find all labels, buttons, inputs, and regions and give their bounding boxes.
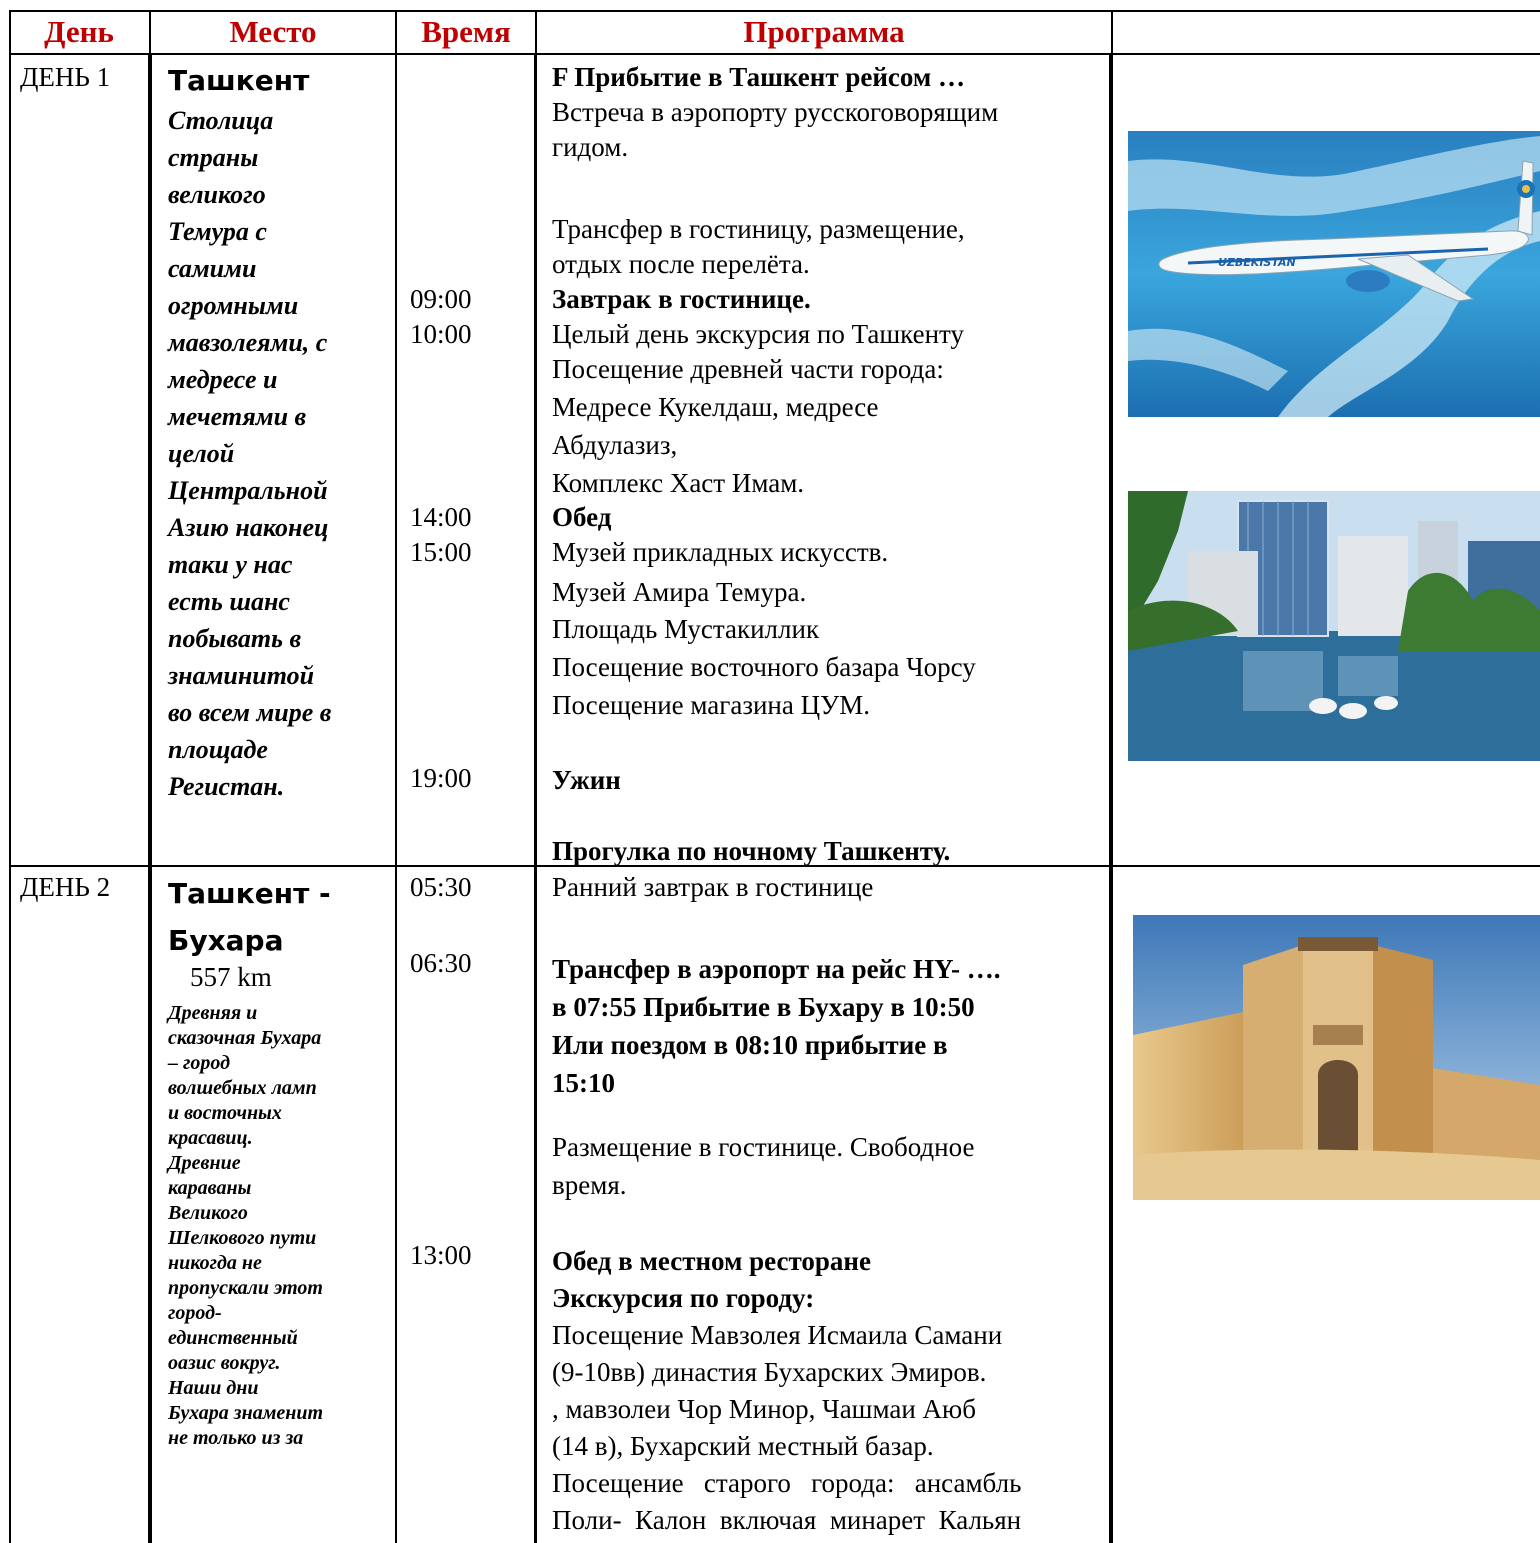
day1-time-1000: 10:00 <box>410 319 472 349</box>
day2-program-line: время. <box>552 1170 627 1200</box>
day2-city-to: Бухара <box>168 924 284 957</box>
day2-program-line: Размещение в гостинице. Свободное <box>552 1132 975 1162</box>
day2-program-line: Посещение старого города: ансамбль <box>552 1468 1022 1498</box>
program-frame-right <box>1109 54 1112 1543</box>
day1-program-line: Посещение магазина ЦУМ. <box>552 690 870 720</box>
day1-time-0900: 09:00 <box>410 284 472 314</box>
day2-program-line: (9-10вв) династия Бухарских Эмиров. <box>552 1357 987 1387</box>
day2-program-line: Поли- Калон включая минарет Кальян <box>552 1505 1022 1535</box>
day1-time-1500: 15:00 <box>410 537 472 567</box>
day2-program-line: , мавзолеи Чор Минор, Чашмаи Аюб <box>552 1394 976 1424</box>
day1-program-line: Ужин <box>552 765 621 795</box>
day1-program-line: F Прибытие в Ташкент рейсом … <box>552 62 966 92</box>
day2-program-line: (14 в), Бухарский местный базар. <box>552 1431 934 1461</box>
day2-label: ДЕНЬ 2 <box>20 872 111 902</box>
day1-program-line: Посещение древней части города: <box>552 354 944 384</box>
table-border-left <box>9 10 11 1543</box>
day2-program-line: в 07:55 Прибытие в Бухару в 10:50 <box>552 992 975 1022</box>
day2-program-line: Трансфер в аэропорт на рейс HY- …. <box>552 954 1001 984</box>
day1-program-line: Встреча в аэропорту русскоговорящим <box>552 97 999 127</box>
day1-program-line: гидом. <box>552 132 629 162</box>
day1-program-line: Площадь Мустакиллик <box>552 614 820 644</box>
day2-city-from: Ташкент - <box>168 877 331 910</box>
day1-program-line: Абдулазиз, <box>552 430 678 460</box>
day1-program-line: отдых после перелёта. <box>552 249 810 279</box>
header-time: Время <box>421 14 511 49</box>
header-day: День <box>44 14 114 49</box>
day1-program-line: Целый день экскурсия по Ташкенту <box>552 319 965 349</box>
day1-program-line: Музей прикладных искусств. <box>552 537 889 567</box>
day1-city: Ташкент <box>168 64 310 97</box>
day2-description: Древняя и сказочная Бухара – город волшебных ламп и восточных красавиц. Древние караваны Великого Шелкового пути никогда не пропускали этот город- единственный оазис вокруг. Наши дни Бухара знаменит не только из за <box>168 1002 324 1449</box>
day2-time-0530: 05:30 <box>410 872 472 902</box>
day1-program-line: Завтрак в гостинице. <box>552 284 811 314</box>
header-program: Программа <box>743 14 905 49</box>
tashkent-city-photo <box>1128 491 1540 761</box>
day1-program-line: Посещение восточного базара Чорсу <box>552 652 976 682</box>
table-border-top <box>9 10 1540 12</box>
day2-time-0630: 06:30 <box>410 948 472 978</box>
airplane-photo <box>1128 131 1540 417</box>
day1-description: Столица страны великого Темура с самими огромными мавзолеями, с медресе и мечетями в целой Центральной Азию наконец таки у нас есть шанс побывать в знаминитой во всем мире в площаде Регистан. <box>168 106 332 801</box>
airplane-livery-text: UZBEKISTAN <box>1218 256 1296 269</box>
day2-program-line: Обед в местном ресторане <box>552 1246 871 1276</box>
header-place: Место <box>229 14 317 49</box>
day1-program-line: Медресе Кукелдаш, медресе <box>552 392 879 422</box>
day1-time-1900: 19:00 <box>410 763 472 793</box>
day1-program-line: Обед <box>552 502 612 532</box>
day2-program-line: Ранний завтрак в гостинице <box>552 872 874 902</box>
table-border-col2 <box>395 10 397 1543</box>
day2-distance: 557 km <box>190 962 272 992</box>
program-frame-left <box>534 54 537 1543</box>
day2-program-line: Посещение Мавзолея Исмаила Самани <box>552 1320 1003 1350</box>
bukhara-ark-photo <box>1133 915 1540 1200</box>
day1-program-line: Прогулка по ночному Ташкенту. <box>552 836 951 866</box>
day1-label: ДЕНЬ 1 <box>20 62 111 92</box>
place-frame-left <box>148 54 152 1543</box>
day1-time-1400: 14:00 <box>410 502 472 532</box>
day2-program-line: 15:10 <box>552 1068 615 1098</box>
day1-program-line: Трансфер в гостиницу, размещение, <box>552 214 965 244</box>
day1-program-line: Комплекс Хаст Имам. <box>552 468 805 498</box>
day2-program-line: Экскурсия по городу: <box>552 1283 815 1313</box>
table-border-header <box>9 53 1540 55</box>
day2-program-line: Или поездом в 08:10 прибытие в <box>552 1030 948 1060</box>
day1-program-line: Музей Амира Темура. <box>552 577 807 607</box>
day2-time-1300: 13:00 <box>410 1240 472 1270</box>
